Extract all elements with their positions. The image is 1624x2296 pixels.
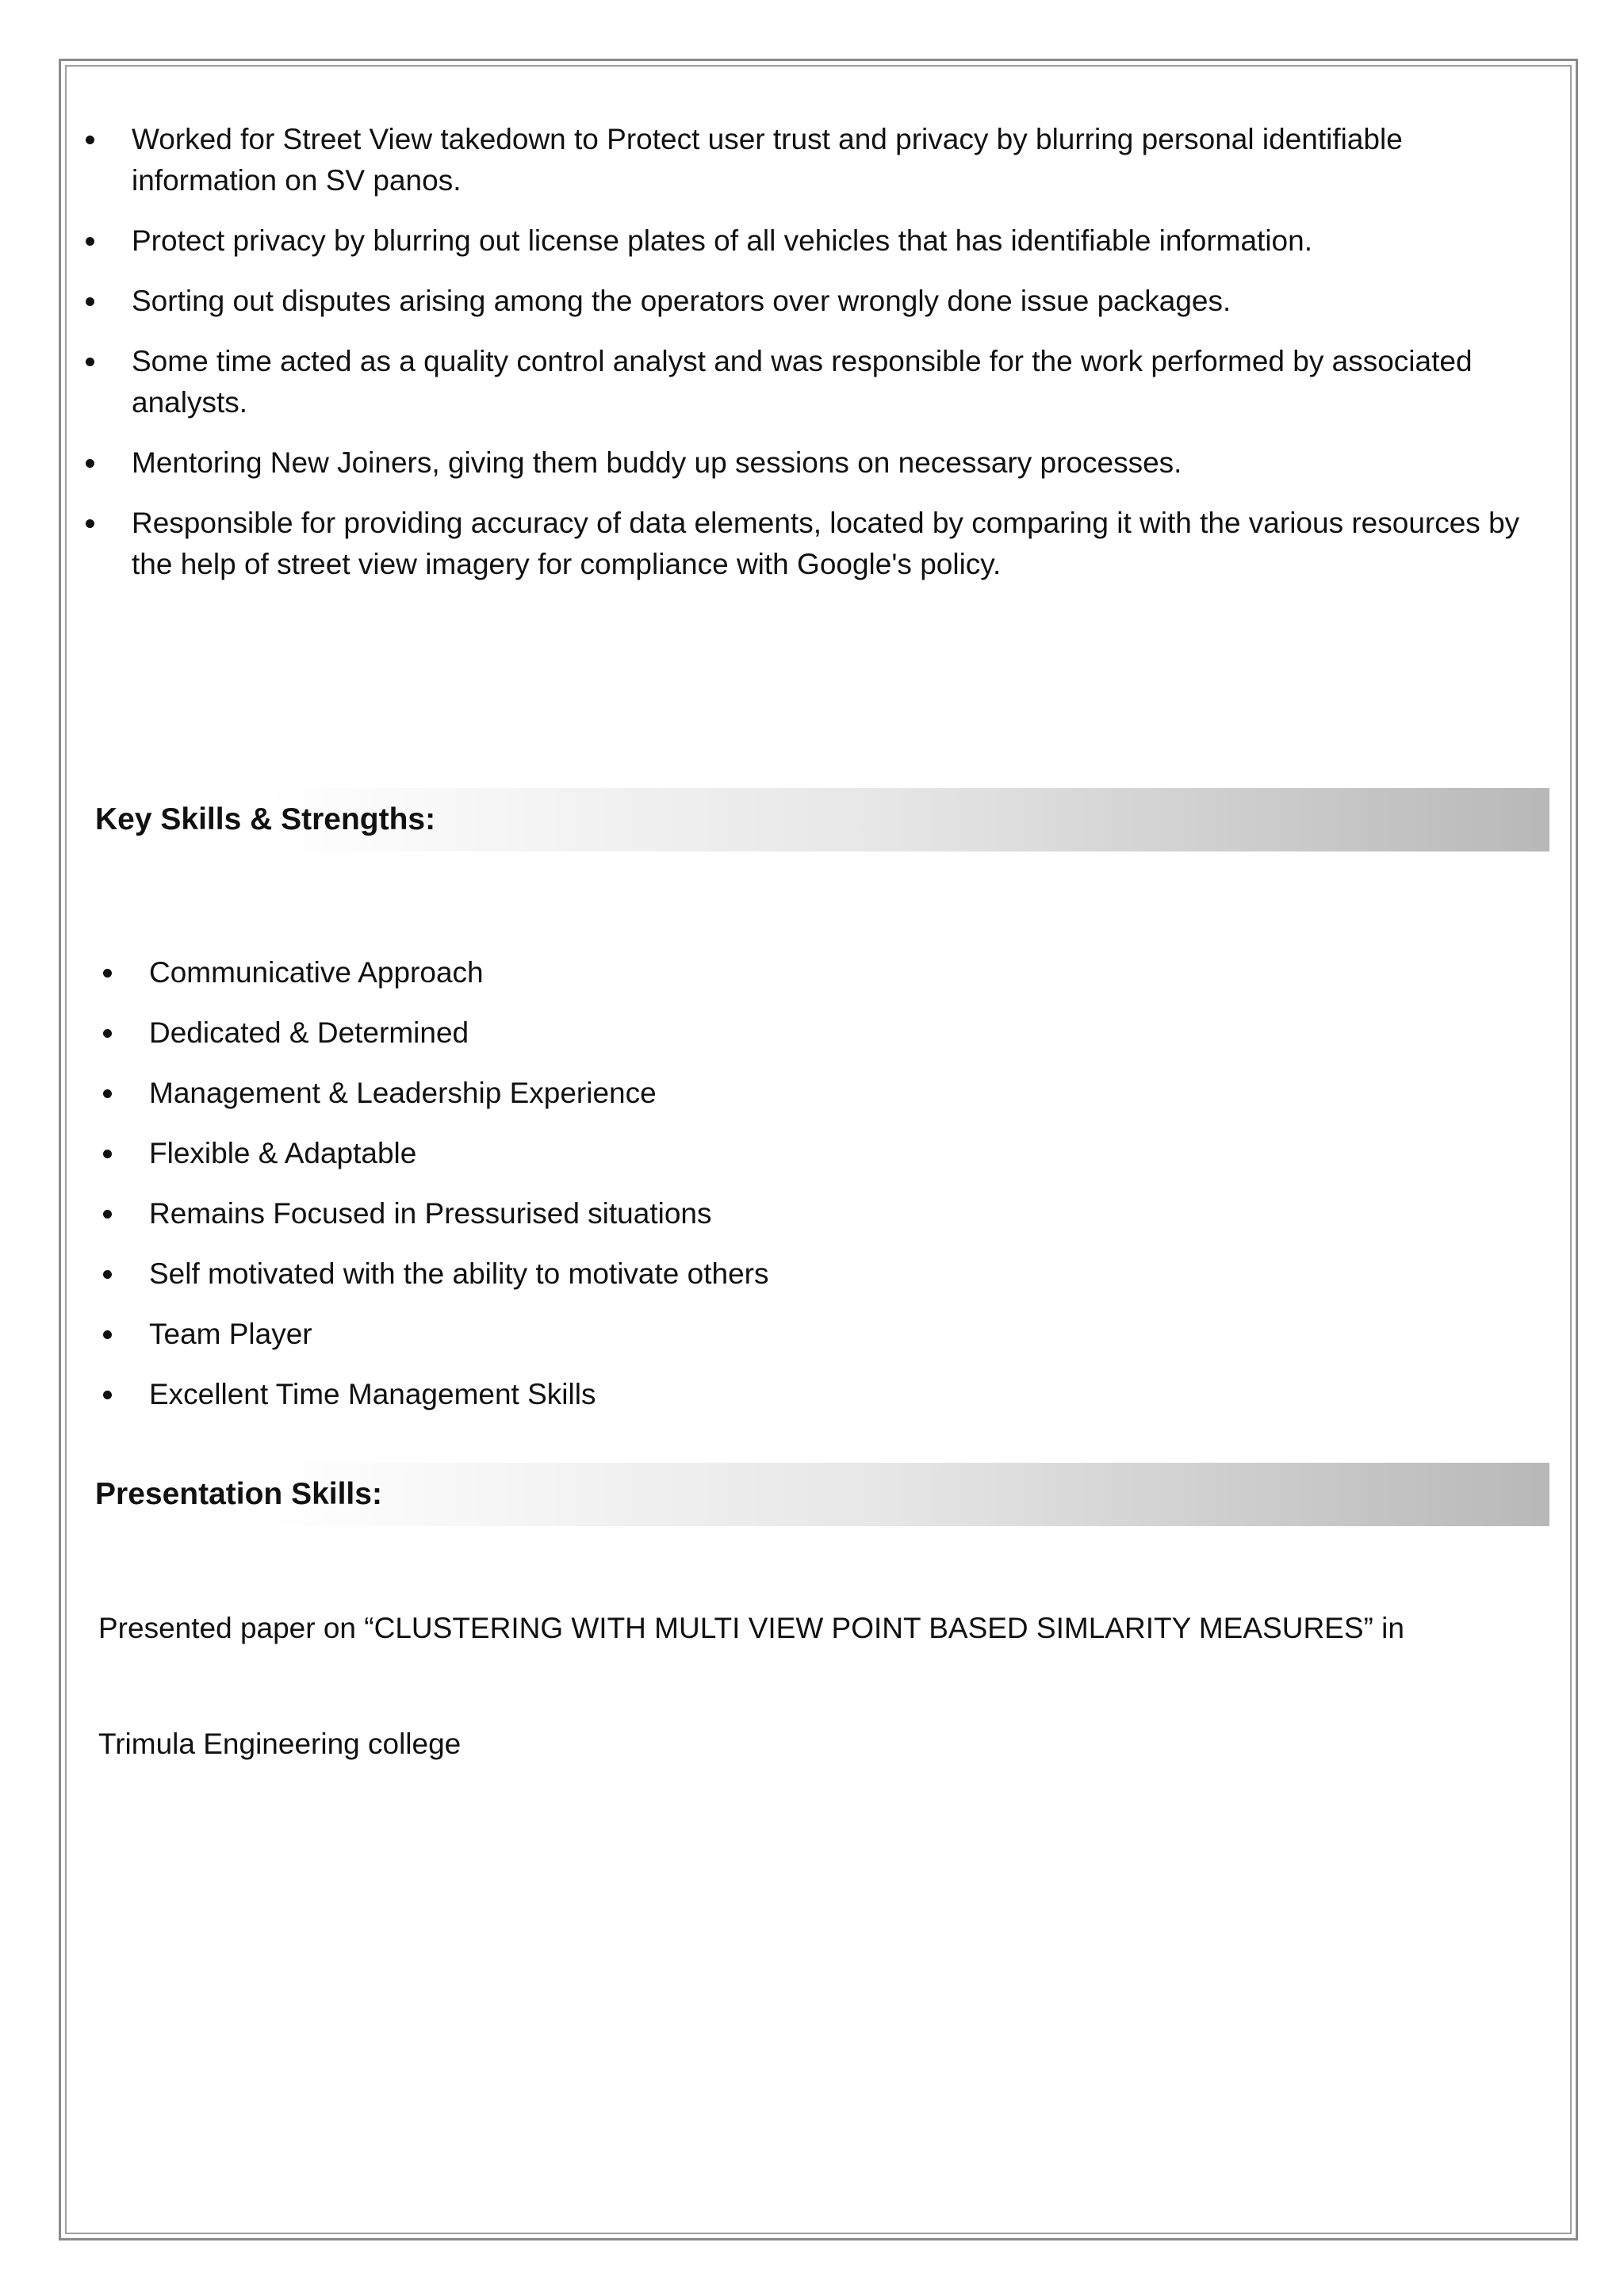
list-item [100,1374,1527,1415]
skill-item-text: Team Player [149,1318,312,1350]
list-item [100,1133,1527,1174]
list-item [100,952,1527,993]
bullet-icon [103,1330,112,1339]
list-item [82,503,1542,585]
bullet-icon [103,1270,112,1279]
bullet-icon [86,459,94,468]
presentation-college-line: Trimula Engineering college [98,1728,462,1760]
skill-item-text: Communicative Approach [149,956,484,989]
list-item [100,1012,1527,1054]
bullet-icon [86,237,94,246]
skill-item-text: Dedicated & Determined [149,1016,469,1049]
bullet-icon [103,1150,112,1158]
list-item [82,281,1542,322]
list-item [100,1073,1527,1114]
bullet-icon [103,1391,112,1399]
list-item [82,119,1542,201]
presentation-skills-header [89,1463,1549,1526]
bullet-icon [86,297,94,306]
bullet-icon [86,519,94,528]
list-item [100,1253,1527,1295]
key-skills-header [89,788,1549,851]
experience-item-text: Responsible for providing accuracy of data elements, located by comparing it with the various resources by the help of street view imagery for compliance with Google's policy. [132,507,1520,580]
experience-item-text: Mentoring New Joiners, giving them buddy up sessions on necessary processes. [132,446,1182,479]
list-item [82,341,1542,423]
experience-list [82,119,1542,604]
bullet-icon [86,136,94,144]
skill-item-text: Remains Focused in Pressurised situations [149,1197,712,1230]
skill-item-text: Self motivated with the ability to motivate others [149,1257,769,1290]
skill-item-text: Flexible & Adaptable [149,1137,417,1169]
presentation-paper-line: Presented paper on “CLUSTERING WITH MULTI VIEW POINT BASED SIMLARITY MEASURES” in [98,1612,1404,1644]
list-item [82,442,1542,484]
list-item [100,1193,1527,1234]
skill-item-text: Management & Leadership Experience [149,1077,657,1109]
bullet-icon [103,1089,112,1098]
experience-item-text: Worked for Street View takedown to Protect user trust and privacy by blurring personal identifiable information on SV panos. [132,123,1403,197]
list-item [100,1314,1527,1355]
presentation-skills-title: Presentation Skills: [95,1477,382,1511]
bullet-icon [103,1210,112,1219]
experience-item-text: Sorting out disputes arising among the operators over wrongly done issue packages. [132,285,1231,317]
bullet-icon [103,1029,112,1038]
skill-item-text: Excellent Time Management Skills [149,1378,596,1410]
list-item [82,220,1542,262]
bullet-icon [86,358,94,366]
experience-item-text: Protect privacy by blurring out license plates of all vehicles that has identifiable information. [132,224,1312,257]
key-skills-title: Key Skills & Strengths: [95,802,436,836]
experience-item-text: Some time acted as a quality control analyst and was responsible for the work performed by associated analysts. [132,345,1473,419]
key-skills-list [100,952,1527,1434]
bullet-icon [103,969,112,978]
